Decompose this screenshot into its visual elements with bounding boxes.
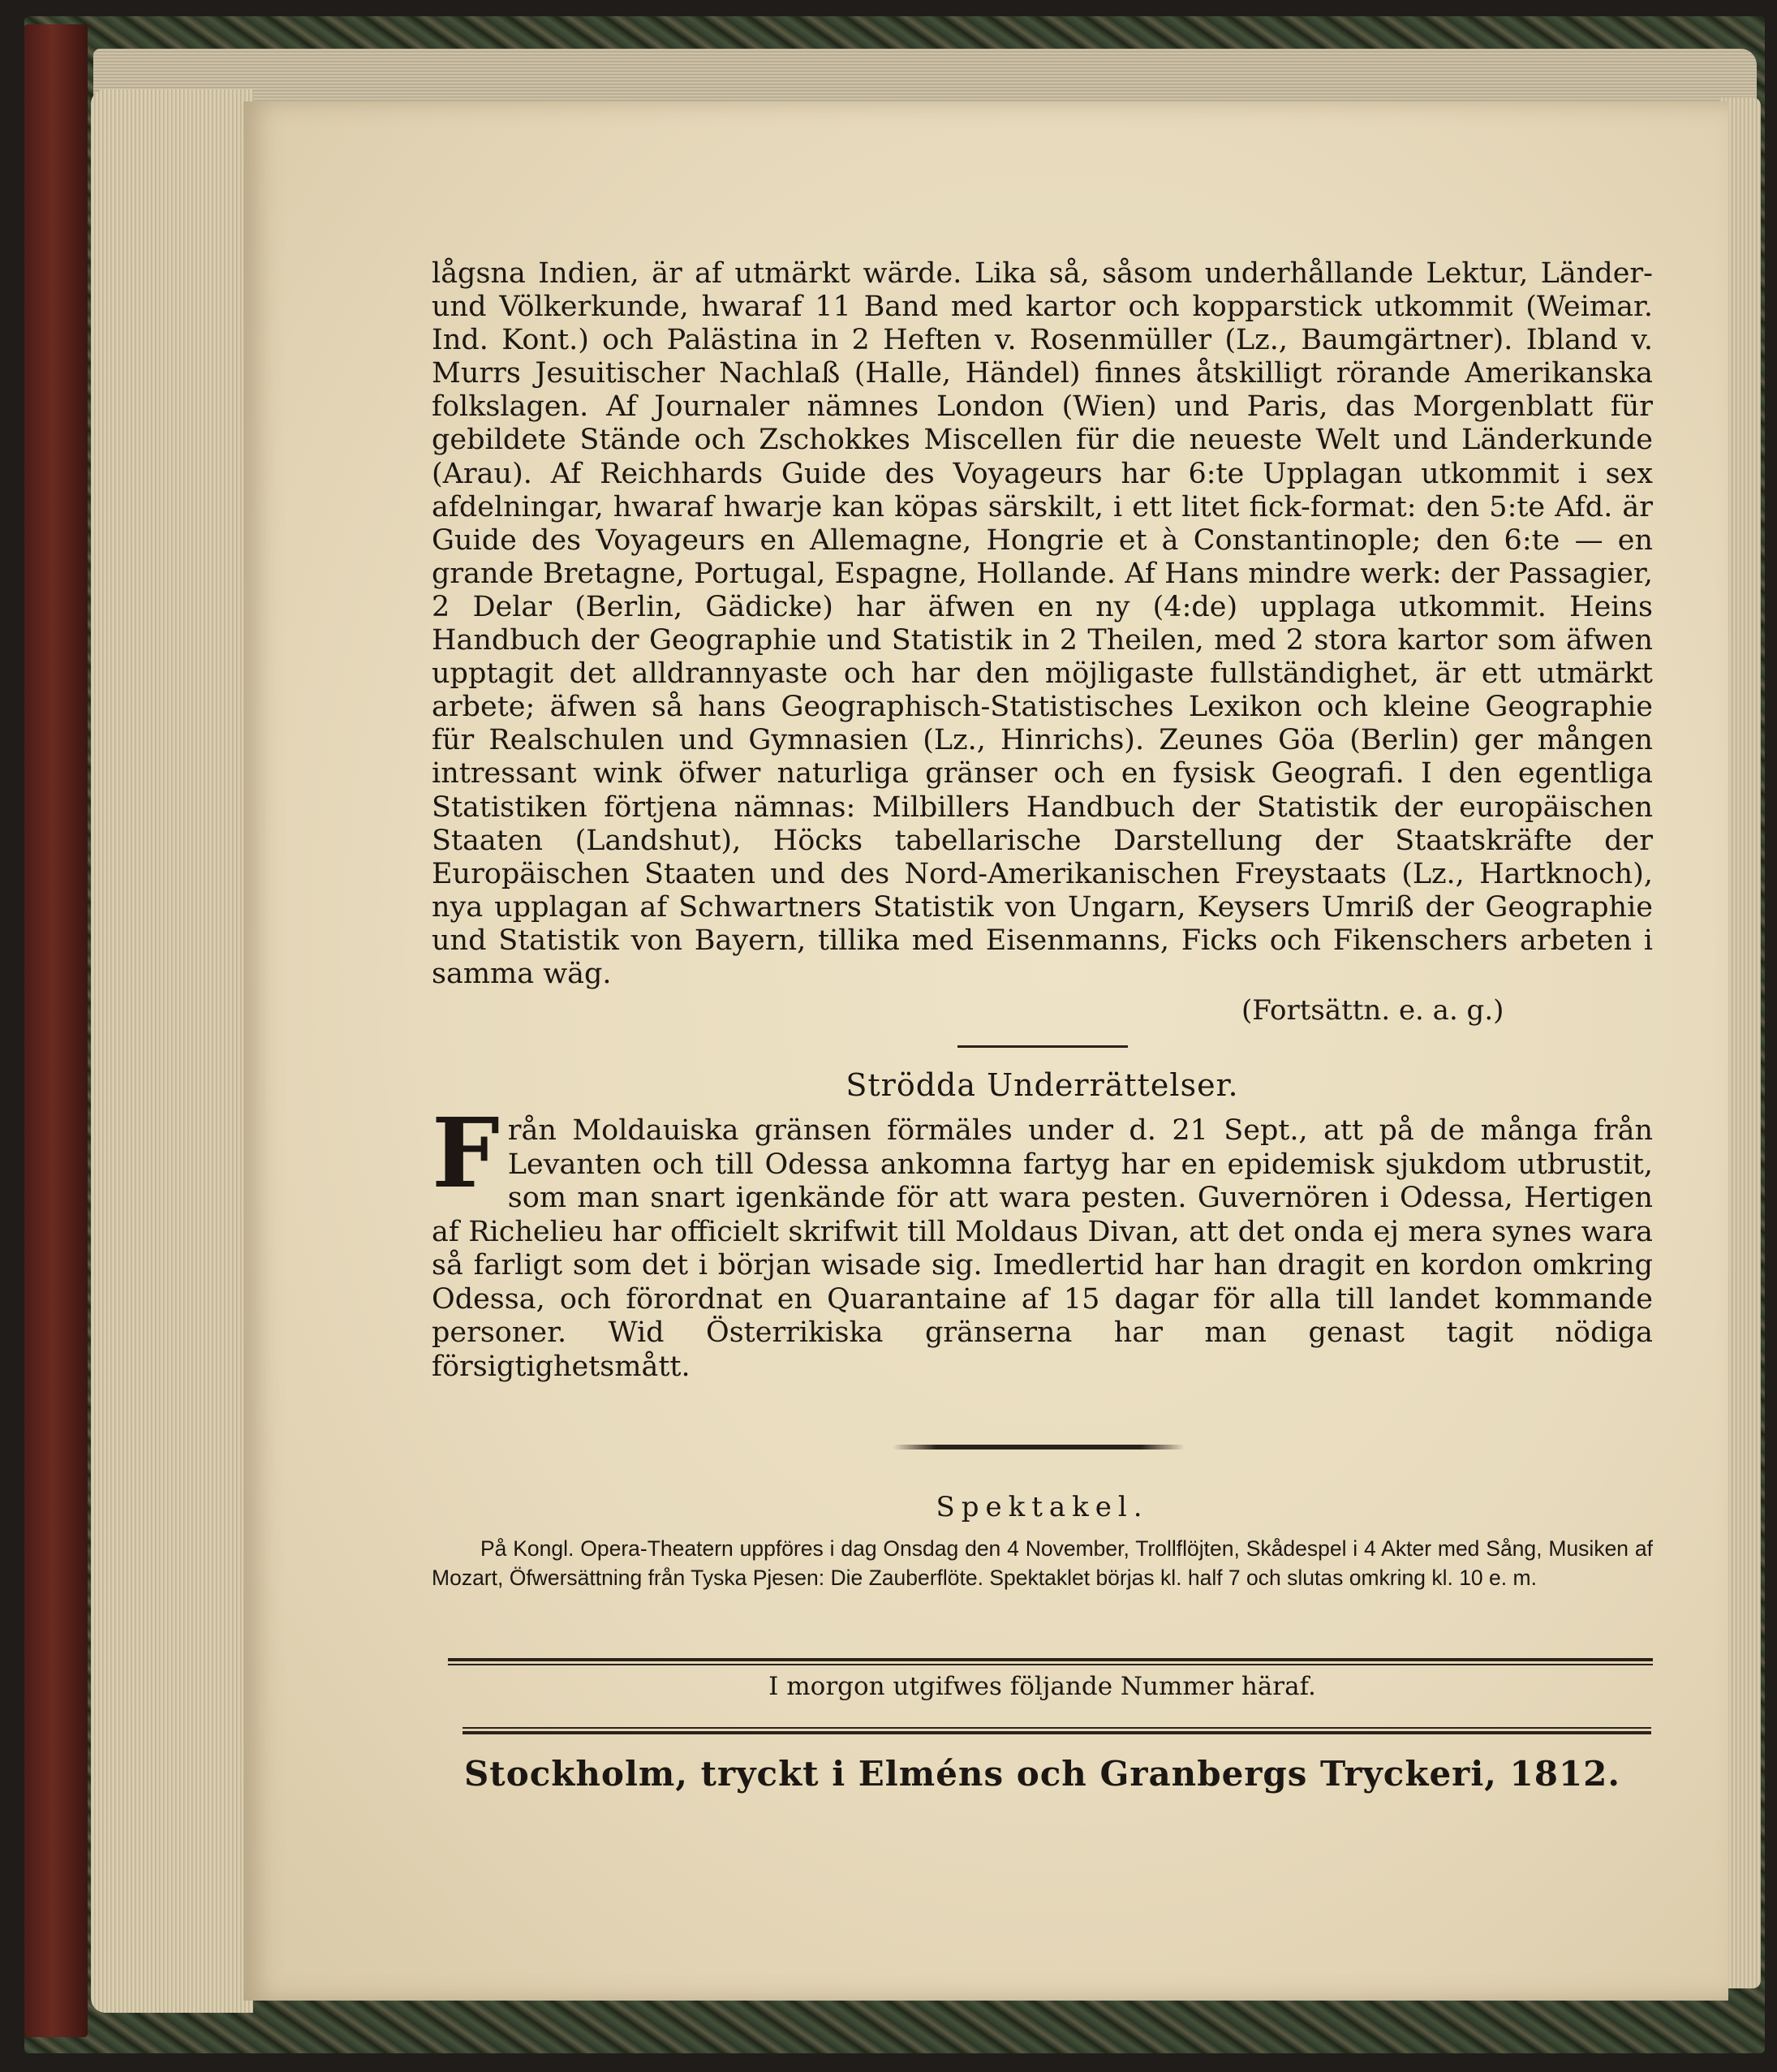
double-rule-bottom-thick [463, 1731, 1651, 1734]
book-page [243, 101, 1728, 2001]
section-divider-short [957, 1045, 1128, 1048]
body-paragraph-2-text: rån Moldauiska gränsen förmäles under d. 21 Sept., att på de många från Levanten och till Odessa ankomna fartyg har en epidemisk sjukdom utbrustit, som man snart igenkände för att wara pesten. Guvernören i Odessa, Hertigen af Richelieu har officielt skrifwit till Moldaus Divan, att det onda ej mera synes wara så farligt som det i början wisade sig. Imedlertid har han dragit en kordon omkring Odessa, och förordnat en Quarantaine af 15 dagar för alla till landet kommande personer. Wid Österrikiska gränserna har man genast tagit nödiga försigtighetsmått. [432, 1114, 1653, 1383]
drop-capital: F [432, 1096, 500, 1209]
continuation-note: (Fortsättn. e. a. g.) [1241, 994, 1504, 1027]
printer-imprint: Stockholm, tryckt i Elméns och Granbergs Tryckeri, 1812. [463, 1754, 1621, 1794]
body-paragraph-1: lågsna Indien, är af utmärkt wärde. Lika så, såsom underhållande Lektur, Länder- und Völkerkunde, hwaraf 11 Band med kartor och kopparstick utkommit (Weimar. Ind. Kont.) och Palästina in 2 Heften v. Rosenmüller (Lz., Baumgärtner). Ibland v. Murrs Jesuitischer Nachlaß (Halle, Händel) finnes åtskilligt rörande Amerikanska folkslagen. Af Journaler nämnes London (Wien) und Paris, das Morgenblatt für gebildete Stände och Zschokkes Miscellen für die neueste Welt und Länderkunde (Arau). Af Reichhards Guide des Voyageurs har 6:te Upplagan utkommit i sex afdelningar, hwaraf hwarje kan köpas särskilt, i ett litet fick-format: den 5:te Afd. är Guide des Voyageurs en Allemagne, Hongrie et à Constantinople; den 6:te — en grande Bretagne, Portugal, Espagne, Hollande. Af Hans mindre werk: der Passagier, 2 Delar (Berlin, Gädicke) har äfwen en ny (4:de) upplaga utkommit. Heins Handbuch der Geographie und Statistik in 2 Theilen, med 2 stora kartor som äfwen upptagit det alldrannyaste och har den möjligaste fullständighet, är ett utmärkt arbete; äfwen så hans Geographisch-Statistisches Lexikon och kleine Geographie für Realschulen und Gymnasien (Lz., Hinrichs). Zeunes Göa (Berlin) ger mången intressant wink öfwer naturliga gränser och en fysisk Geografi. I den egentliga Statistiken förtjena nämnas: Milbillers Handbuch der Statistik der europäischen Staaten (Landshut), Höcks tabellarische Darstellung der Staatskräfte der Europäischen Staaten und des Nord-Amerikanischen Freystaats (Lz., Hartknoch), nya upplagan af Schwartners Statistik von Ungarn, Keysers Umriß der Geographie und Statistik von Bayern, tillika med Eisenmanns, Ficks och Fikenschers arbeten i samma wäg. [432, 257, 1653, 990]
double-rule-top-thick [448, 1658, 1653, 1661]
page-block-left-edge [91, 89, 253, 2013]
ornamental-divider [893, 1445, 1185, 1450]
section-heading-strodda: Strödda Underrättelser. [845, 1067, 1239, 1103]
double-rule-top-thin [448, 1664, 1653, 1665]
body-paragraph-2 [432, 1096, 1653, 1384]
leather-spine [24, 24, 88, 2037]
spektakel-paragraph: På Kongl. Opera-Theatern uppföres i dag Onsdag den 4 November, Trollflöjten, Skådespel i 4 Akter med Sång, Musiken af Mozart, Öfwersättning från Tyska Pjesen: Die Zauberflöte. Spektaklet börjas kl. half 7 och slutas omkring kl. 10 e. m. [432, 1536, 1653, 1590]
next-issue-notice: I morgon utgifwes följande Nummer häraf. [768, 1672, 1316, 1701]
double-rule-bottom-thin [463, 1727, 1651, 1729]
section-heading-spektakel: Spektakel. [936, 1491, 1149, 1523]
